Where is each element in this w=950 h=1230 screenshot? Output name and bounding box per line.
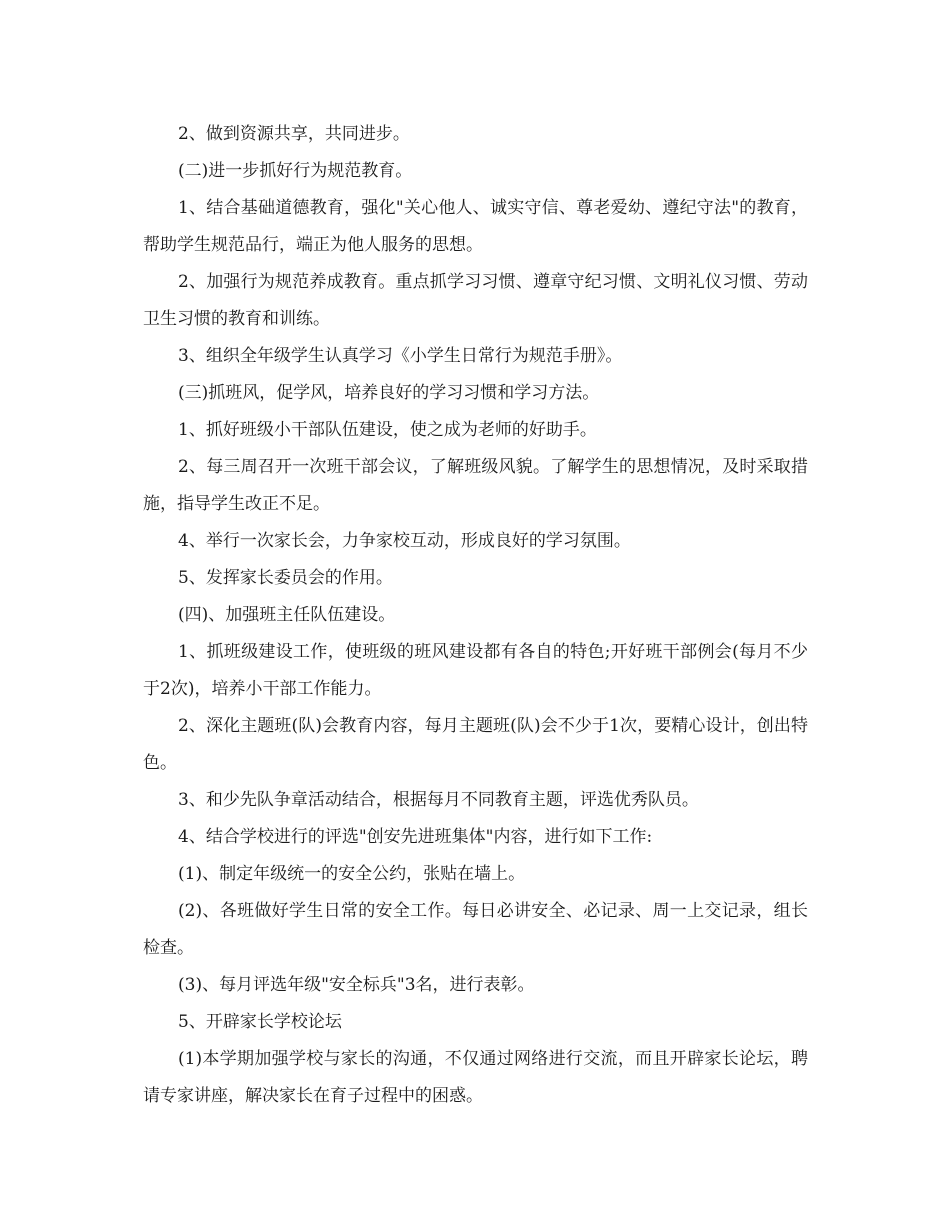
paragraph: 1、结合基础道德教育，强化"关心他人、诚实守信、尊老爱幼、遵纪守法"的教育，帮助学生规范品行，端正为他人服务的思想。 [143, 198, 808, 255]
paragraph: 3、和少先队争章活动结合，根据每月不同教育主题，评选优秀队员。 [178, 790, 699, 810]
paragraph: 1、抓好班级小干部队伍建设，使之成为老师的好助手。 [178, 420, 597, 440]
document-body [143, 116, 808, 1115]
section-heading: (四)、加强班主任队伍建设。 [178, 605, 396, 625]
paragraph: 2、深化主题班(队)会教育内容，每月主题班(队)会不少于1次，要精心设计，创出特色。 [143, 716, 808, 773]
paragraph: (1)本学期加强学校与家长的沟通，不仅通过网络进行交流，而且开辟家长论坛，聘请专家讲座，解决家长在育子过程中的困惑。 [143, 1049, 808, 1106]
section-heading: (二)进一步抓好行为规范教育。 [178, 161, 413, 181]
paragraph: 1、抓班级建设工作，使班级的班风建设都有各自的特色;开好班干部例会(每月不少于2次)，培养小干部工作能力。 [143, 642, 808, 699]
paragraph: 2、每三周召开一次班干部会议，了解班级风貌。了解学生的思想情况，及时采取措施，指导学生改正不足。 [143, 457, 808, 514]
paragraph: (2)、各班做好学生日常的安全工作。每日必讲安全、必记录、周一上交记录，组长检查。 [143, 901, 808, 958]
paragraph: (1)、制定年级统一的安全公约，张贴在墙上。 [178, 864, 526, 884]
section-heading: (三)抓班风，促学风，培养良好的学习习惯和学习方法。 [178, 383, 600, 403]
paragraph: 4、结合学校进行的评选"创安先进班集体"内容，进行如下工作: [178, 827, 653, 847]
paragraph: (3)、每月评选年级"安全标兵"3名，进行表彰。 [178, 975, 535, 995]
paragraph: 2、加强行为规范养成教育。重点抓学习习惯、遵章守纪习惯、文明礼仪习惯、劳动卫生习惯的教育和训练。 [143, 272, 808, 329]
paragraph: 2、做到资源共享，共同进步。 [178, 124, 410, 144]
paragraph: 3、组织全年级学生认真学习《小学生日常行为规范手册》。 [178, 346, 623, 366]
paragraph: 5、开辟家长学校论坛 [178, 1012, 342, 1032]
paragraph: 4、举行一次家长会，力争家校互动，形成良好的学习氛围。 [178, 531, 631, 551]
paragraph: 5、发挥家长委员会的作用。 [178, 568, 393, 588]
